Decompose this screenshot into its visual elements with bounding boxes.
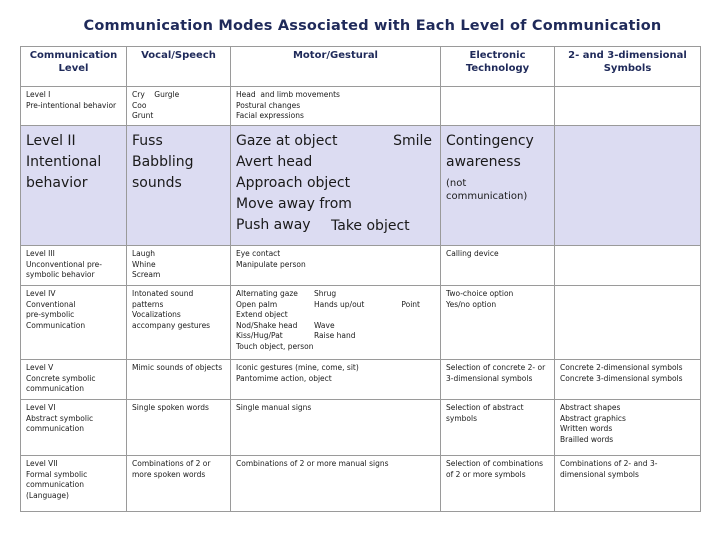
motor-item: Kiss/Hug/Pat — [236, 331, 283, 341]
table-row — [21, 455, 701, 511]
communication-levels-table — [20, 46, 701, 512]
motor-pair — [236, 331, 435, 342]
symbol-item: Concrete 3-dimensional symbols — [560, 373, 683, 383]
level-name: Level VII — [26, 458, 58, 468]
vocal-cell — [127, 399, 231, 455]
level-desc: pre-symbolic — [26, 310, 75, 320]
table-row — [21, 245, 701, 285]
motor-item: Touch object, person — [236, 342, 314, 352]
vocal-item: Scream — [132, 270, 161, 280]
level-name: Level II — [26, 132, 76, 149]
motor-item: Take object — [331, 217, 410, 234]
motor-item: Single manual signs — [236, 402, 312, 412]
motor-item: Wave — [314, 320, 335, 330]
motor-item: Pantomime action, object — [236, 373, 332, 383]
symbols-cell — [555, 399, 701, 455]
motor-item: Approach object — [236, 174, 351, 191]
motor-item: Raise hand — [314, 331, 356, 341]
motor-item: Facial expressions — [236, 111, 304, 121]
symbol-item: Concrete 2-dimensional symbols — [560, 362, 683, 372]
motor-pair — [236, 289, 435, 300]
electronic-cell — [441, 245, 555, 285]
column-header-symbols: 2- and 3-dimensional Symbols — [555, 47, 701, 87]
motor-item: Gaze at object — [236, 132, 338, 149]
motor-item: Postural changes — [236, 100, 301, 110]
motor-cell — [231, 359, 441, 399]
level-cell — [21, 87, 127, 126]
level-desc: Abstract symbolic communication — [26, 413, 94, 434]
motor-item: Avert head — [236, 153, 313, 170]
symbols-cell — [555, 359, 701, 399]
motor-item: Smile — [393, 132, 432, 149]
symbols-cell — [555, 285, 701, 359]
symbols-cell — [555, 455, 701, 511]
vocal-item: Combinations of 2 or more spoken words — [132, 458, 211, 479]
column-header-vocal: Vocal/Speech — [127, 47, 231, 87]
level-cell — [21, 399, 127, 455]
motor-cell — [231, 399, 441, 455]
table-row-highlighted — [21, 125, 701, 245]
level-cell — [21, 285, 127, 359]
motor-item: Nod/Shake head — [236, 320, 298, 330]
motor-item: Shrug — [314, 288, 337, 298]
column-header-electronic: Electronic Technology — [441, 47, 555, 87]
electronic-item: Selection of abstract symbols — [446, 402, 524, 423]
table-row — [21, 87, 701, 126]
motor-pair — [236, 321, 435, 332]
level-desc: Communication — [26, 320, 86, 330]
electronic-note: (not communication) — [446, 177, 528, 202]
level-cell — [21, 455, 127, 511]
electronic-item: Yes/no option — [446, 299, 497, 309]
motor-item: Manipulate person — [236, 259, 306, 269]
electronic-item: Two-choice option — [446, 288, 514, 298]
table-header-row — [21, 47, 701, 87]
symbols-cell — [555, 245, 701, 285]
motor-item: Move away from — [236, 195, 352, 212]
level-name: Level III — [26, 248, 55, 258]
vocal-item: Grunt — [132, 111, 154, 121]
symbols-cell — [555, 87, 701, 126]
vocal-item: Mimic sounds of objects — [132, 362, 223, 372]
electronic-cell — [441, 125, 555, 245]
electronic-item: Selection of concrete 2- or 3-dimensional symbols — [446, 362, 546, 383]
motor-cell — [231, 455, 441, 511]
level-name: Level IV — [26, 288, 56, 298]
level-desc: (Language) — [26, 490, 69, 500]
level-desc: Intentional behavior — [26, 153, 102, 191]
level-cell — [21, 359, 127, 399]
motor-item: Combinations of 2 or more manual signs — [236, 458, 389, 468]
symbol-item: Written words — [560, 424, 613, 434]
vocal-cell — [127, 359, 231, 399]
symbol-item: Abstract shapes — [560, 402, 621, 412]
motor-item: Alternating gaze — [236, 288, 298, 298]
electronic-cell — [441, 455, 555, 511]
symbols-cell — [555, 125, 701, 245]
vocal-item: Fuss — [132, 132, 163, 149]
vocal-item: Whine — [132, 259, 156, 269]
level-desc: Formal symbolic communication — [26, 469, 88, 490]
symbol-item: Brailled words — [560, 434, 614, 444]
level-name: Level V — [26, 362, 54, 372]
motor-item: Iconic gestures (mine, come, sit) — [236, 362, 359, 372]
motor-item: Hands up/out — [314, 299, 365, 309]
vocal-item: Intonated sound patterns — [132, 288, 194, 309]
column-header-level: Communication Level — [21, 47, 127, 87]
vocal-item: Babbling sounds — [132, 153, 194, 191]
motor-pair — [236, 310, 435, 321]
vocal-item: Coo — [132, 100, 147, 110]
electronic-cell — [441, 87, 555, 126]
electronic-item: Selection of combinations of 2 or more symbols — [446, 458, 544, 479]
level-name: Level I — [26, 90, 51, 99]
table-row — [21, 285, 701, 359]
level-desc: Conventional — [26, 299, 76, 309]
level-desc: Pre-intentional behavior — [26, 100, 117, 110]
motor-cell — [231, 125, 441, 245]
motor-item: Open palm — [236, 299, 278, 309]
electronic-item: Contingency awareness — [446, 132, 534, 170]
motor-cell — [231, 285, 441, 359]
vocal-cell — [127, 285, 231, 359]
electronic-cell — [441, 359, 555, 399]
motor-item: Head and limb movements — [236, 90, 340, 99]
column-header-motor: Motor/Gestural — [231, 47, 441, 87]
vocal-cell — [127, 87, 231, 126]
level-desc: Unconventional pre-symbolic behavior — [26, 259, 102, 280]
symbol-item: Combinations of 2- and 3-dimensional symbols — [560, 458, 658, 479]
motor-item: Push away — [236, 216, 311, 233]
level-desc: Concrete symbolic communication — [26, 373, 96, 394]
electronic-cell — [441, 285, 555, 359]
vocal-cell — [127, 125, 231, 245]
electronic-cell — [441, 399, 555, 455]
vocal-item: Single spoken words — [132, 402, 209, 412]
motor-item: Point — [401, 299, 420, 309]
level-cell — [21, 245, 127, 285]
table-row — [21, 359, 701, 399]
table-row — [21, 399, 701, 455]
motor-item: Eye contact — [236, 248, 281, 258]
vocal-item: Vocalizations accompany gestures — [132, 310, 211, 330]
motor-pair — [236, 342, 435, 353]
motor-item: Extend object — [236, 310, 288, 320]
motor-cell — [231, 87, 441, 126]
vocal-cell — [127, 245, 231, 285]
page-title: Communication Modes Associated with Each Level of Communication — [83, 18, 662, 34]
electronic-item: Calling device — [446, 248, 499, 258]
level-name: Level VI — [26, 402, 56, 412]
symbol-item: Abstract graphics — [560, 413, 626, 423]
vocal-item: Laugh — [132, 248, 156, 258]
motor-cell — [231, 245, 441, 285]
vocal-item: Cry Gurgle — [132, 90, 180, 99]
level-cell — [21, 125, 127, 245]
vocal-cell — [127, 455, 231, 511]
